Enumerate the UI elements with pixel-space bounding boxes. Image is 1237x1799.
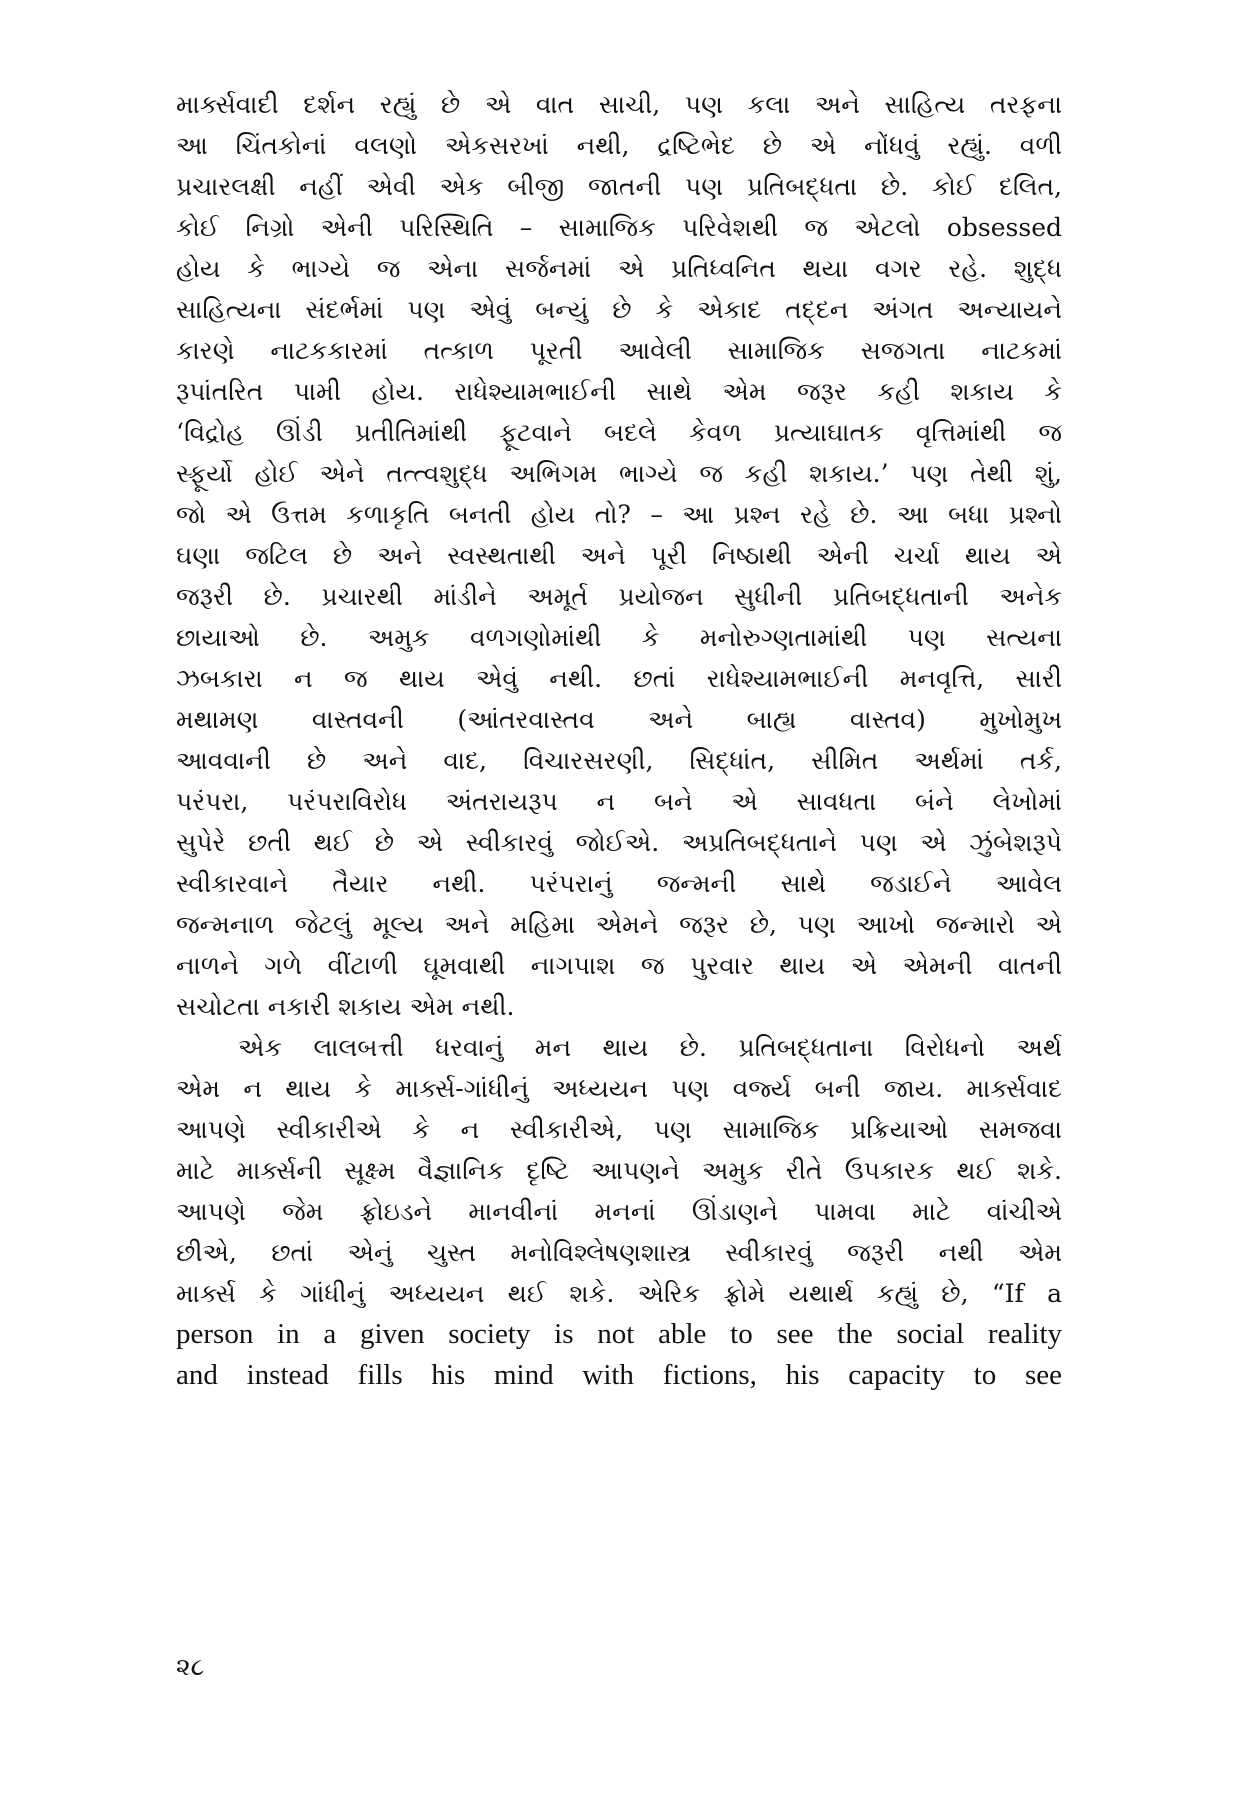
- text-line: મથામણ વાસ્તવની (આંતરવાસ્તવ અને બાહ્ય વાસ્તવ) મુખોમુખ: [176, 705, 1062, 734]
- text-line: આપણે જેમ ફ્રોઇડને માનવીનાં મનનાં ઊંડાણને પામવા માટે વાંચીએ: [176, 1197, 1062, 1226]
- paragraph-start-line: એક લાલબત્તી ધરવાનું મન થાય છે. પ્રતિબદ્ધતાના વિરોધનો અર્થ: [238, 1033, 1062, 1062]
- text-line: રૂપાંતરિત પામી હોય. રાધેશ્યામભાઈની સાથે એમ જરૂર કહી શકાય કે: [176, 377, 1062, 406]
- text-line: કોઈ નિગ્રો એની પરિસ્થિતિ – સામાજિક પરિવેશથી જ એટલો obsessed: [176, 213, 1062, 242]
- text-line: સુપેરે છતી થઈ છે એ સ્વીકારવું જોઈએ. અપ્રતિબદ્ધતાને પણ એ ઝુંબેશરૂપે: [176, 828, 1062, 857]
- text-line: પરંપરા, પરંપરાવિરોધ અંતરાયરૂપ ન બને એ સાવધતા બંને લેખોમાં: [176, 787, 1062, 816]
- text-line: નાળને ગળે વીંટાળી ઘૂમવાથી નાગપાશ જ પુરવાર થાય એ એમની વાતની: [176, 951, 1062, 980]
- text-line: ઝબકારા ન જ થાય એવું નથી. છતાં રાધેશ્યામભાઈની મનવૃત્તિ, સારી: [176, 664, 1062, 693]
- page-number: ૨૮: [176, 1652, 205, 1681]
- text-line: સ્ફૂર્યો હોઈ એને તત્ત્વશુદ્ધ અભિગમ ભાગ્યે જ કહી શકાય.’ પણ તેથી શું,: [176, 459, 1062, 488]
- text-line: એમ ન થાય કે માર્ક્સ-ગાંધીનું અધ્યયન પણ વર્જ્ય બની જાય. માર્ક્સવાદ: [176, 1074, 1062, 1103]
- text-line: ઘણા જટિલ છે અને સ્વસ્થતાથી અને પૂરી નિષ્ઠાથી એની ચર્ચા થાય એ: [176, 541, 1062, 570]
- text-line: માર્ક્સ કે ગાંધીનું અધ્યયન થઈ શકે. એરિક ફ્રોમે યથાર્થ કહ્યું છે, “If a: [176, 1279, 1062, 1308]
- text-line: આ ચિંતકોનાં વલણો એકસરખાં નથી, દ્રષ્ટિભેદ છે એ નોંધવું રહ્યું. વળી: [176, 131, 1062, 160]
- text-line-english: and instead fills his mind with fictions, his capacity to see: [176, 1359, 1062, 1391]
- text-line: જન્મનાળ જેટલું મૂલ્ય અને મહિમા એમને જરૂર છે, પણ આખો જન્મારો એ: [176, 910, 1062, 939]
- text-line: છાયાઓ છે. અમુક વળગણોમાંથી કે મનોરુગ્ણતામાંથી પણ સત્યના: [176, 623, 1062, 652]
- text-line: સ્વીકારવાને તૈયાર નથી. પરંપરાનું જન્મની સાથે જડાઈને આવેલ: [176, 869, 1062, 898]
- text-line-english: person in a given society is not able to see the social reality: [176, 1318, 1062, 1350]
- text-line: છીએ, છતાં એનું ચુસ્ત મનોવિશ્લેષણશાસ્ત્ર સ્વીકારવું જરૂરી નથી એમ: [176, 1238, 1062, 1267]
- paragraph-end-line: સચોટતા નકારી શકાય એમ નથી.: [176, 992, 515, 1021]
- text-line: હોય કે ભાગ્યે જ એના સર્જનમાં એ પ્રતિધ્વનિત થયા વગર રહે. શુદ્ધ: [176, 254, 1062, 283]
- text-line: પ્રચારલક્ષી નહીં એવી એક બીજી જાતની પણ પ્રતિબદ્ધતા છે. કોઈ દલિત,: [176, 172, 1062, 201]
- text-line: જરૂરી છે. પ્રચારથી માંડીને અમૂર્ત પ્રયોજન સુધીની પ્રતિબદ્ધતાની અનેક: [176, 582, 1062, 611]
- body-text: [176, 84, 1062, 1396]
- text-line: આપણે સ્વીકારીએ કે ન સ્વીકારીએ, પણ સામાજિક પ્રક્રિયાઓ સમજવા: [176, 1115, 1062, 1144]
- text-line: જો એ ઉત્તમ કળાકૃતિ બનતી હોય તો? – આ પ્રશ્ન રહે છે. આ બધા પ્રશ્નો: [176, 500, 1062, 529]
- text-line: આવવાની છે અને વાદ, વિચારસરણી, સિદ્ધાંત, સીમિત અર્થમાં તર્ક,: [176, 746, 1062, 775]
- text-line: માટે માર્ક્સની સૂક્ષ્મ વૈજ્ઞાનિક દૃષ્ટિ આપણને અમુક રીતે ઉપકારક થઈ શકે.: [176, 1156, 1062, 1185]
- text-line: માર્ક્સવાદી દર્શન રહ્યું છે એ વાત સાચી, પણ કલા અને સાહિત્ય તરફના: [176, 90, 1062, 119]
- text-line: સાહિત્યના સંદર્ભમાં પણ એવું બન્યું છે કે એકાદ તદ્દન અંગત અન્યાયને: [176, 295, 1062, 324]
- text-line: કારણે નાટકકારમાં તત્કાળ પૂરતી આવેલી સામાજિક સજગતા નાટકમાં: [176, 336, 1062, 365]
- text-line: ‘વિદ્રોહ ઊંડી પ્રતીતિમાંથી ફૂટવાને બદલે કેવળ પ્રત્યાઘાતક વૃત્તિમાંથી જ: [176, 418, 1062, 447]
